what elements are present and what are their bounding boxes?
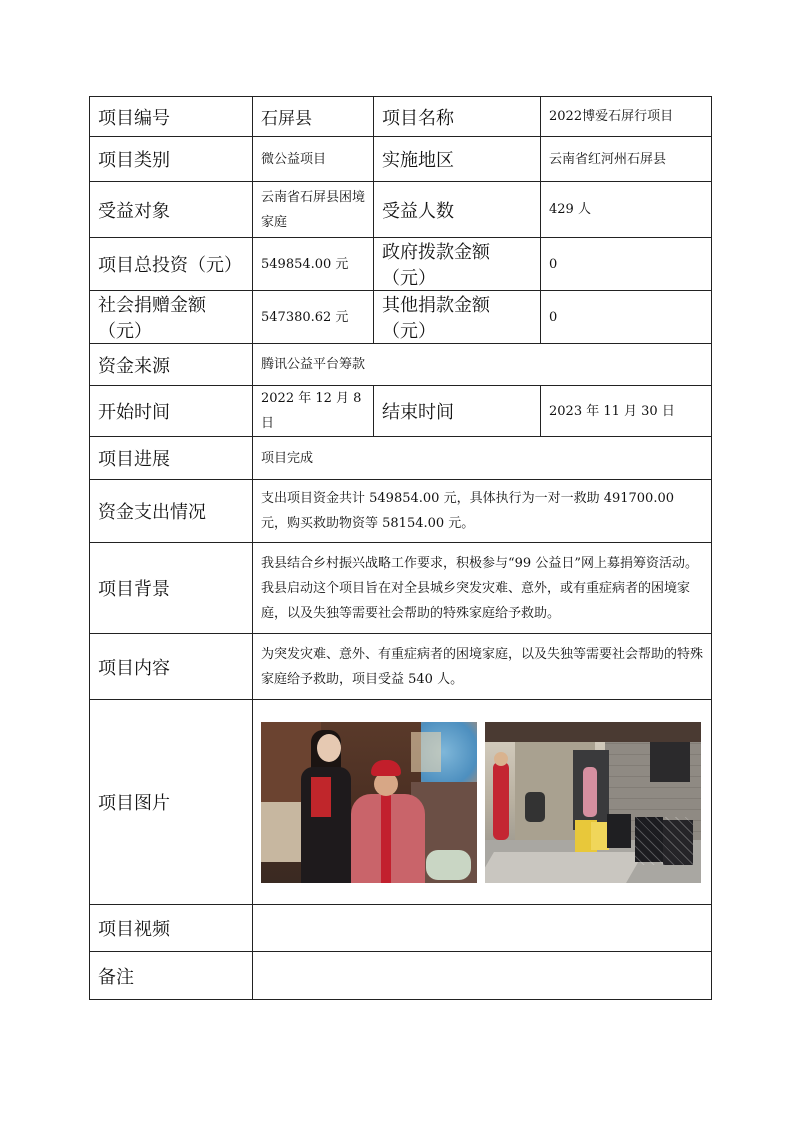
- photo-supplies-delivery[interactable]: [485, 722, 701, 883]
- table-row: [90, 238, 712, 291]
- images-label: 项目图片: [90, 700, 253, 905]
- end-time-value: 2023 年 11 月 30 日: [541, 386, 712, 437]
- beneficiary-count-label: 受益人数: [374, 182, 541, 238]
- table-row: [90, 437, 712, 480]
- social-donation-label: 社会捐赠金额（元）: [90, 291, 253, 344]
- expenditure-value: 支出项目资金共计 549854.00 元，具体执行为一对一救助 491700.00 元，购买救助物资等 58154.00 元。: [253, 480, 712, 543]
- project-name-value: 2022博爱石屏行项目: [541, 97, 712, 137]
- project-no-value: 石屏县: [253, 97, 374, 137]
- photo-volunteer-visiting-elderly[interactable]: [261, 722, 477, 883]
- end-time-label: 结束时间: [374, 386, 541, 437]
- beneficiary-value: 云南省石屏县困境家庭: [253, 182, 374, 238]
- other-donation-value: 0: [541, 291, 712, 344]
- project-no-label: 项目编号: [90, 97, 253, 137]
- progress-value: 项目完成: [253, 437, 712, 480]
- table-row: [90, 634, 712, 700]
- category-value: 微公益项目: [253, 137, 374, 182]
- content-label: 项目内容: [90, 634, 253, 700]
- gov-funding-value: 0: [541, 238, 712, 291]
- table-row: [90, 137, 712, 182]
- table-row: [90, 700, 712, 905]
- project-photos: [261, 722, 703, 883]
- project-name-label: 项目名称: [374, 97, 541, 137]
- fund-source-label: 资金来源: [90, 344, 253, 386]
- video-value: [253, 905, 712, 952]
- beneficiary-count-value: 429 人: [541, 182, 712, 238]
- content-value: 为突发灾难、意外、有重症病者的困境家庭，以及失独等需要社会帮助的特殊家庭给予救助，项目受益 540 人。: [253, 634, 712, 700]
- social-donation-value: 547380.62 元: [253, 291, 374, 344]
- category-label: 项目类别: [90, 137, 253, 182]
- fund-source-value: 腾讯公益平台筹款: [253, 344, 712, 386]
- area-value: 云南省红河州石屏县: [541, 137, 712, 182]
- table-row: [90, 97, 712, 137]
- total-investment-label: 项目总投资（元）: [90, 238, 253, 291]
- table-row: [90, 344, 712, 386]
- table-row: [90, 952, 712, 1000]
- video-label: 项目视频: [90, 905, 253, 952]
- table-row: [90, 182, 712, 238]
- gov-funding-label: 政府拨款金额（元）: [374, 238, 541, 291]
- table-row: [90, 480, 712, 543]
- progress-label: 项目进展: [90, 437, 253, 480]
- start-time-value: 2022 年 12 月 8 日: [253, 386, 374, 437]
- area-label: 实施地区: [374, 137, 541, 182]
- other-donation-label: 其他捐款金额（元）: [374, 291, 541, 344]
- total-investment-value: 549854.00 元: [253, 238, 374, 291]
- remarks-label: 备注: [90, 952, 253, 1000]
- table-row: [90, 543, 712, 634]
- background-label: 项目背景: [90, 543, 253, 634]
- beneficiary-label: 受益对象: [90, 182, 253, 238]
- start-time-label: 开始时间: [90, 386, 253, 437]
- images-cell: [253, 700, 712, 905]
- expenditure-label: 资金支出情况: [90, 480, 253, 543]
- table-row: [90, 905, 712, 952]
- project-info-table: [89, 96, 712, 1000]
- background-value: 我县结合乡村振兴战略工作要求，积极参与“99 公益日”网上募捐筹资活动。我县启动这个项目旨在对全县城乡突发灾难、意外，或有重症病者的困境家庭，以及失独等需要社会帮助的特殊家庭给予救助。: [253, 543, 712, 634]
- table-row: [90, 291, 712, 344]
- remarks-value: [253, 952, 712, 1000]
- table-row: [90, 386, 712, 437]
